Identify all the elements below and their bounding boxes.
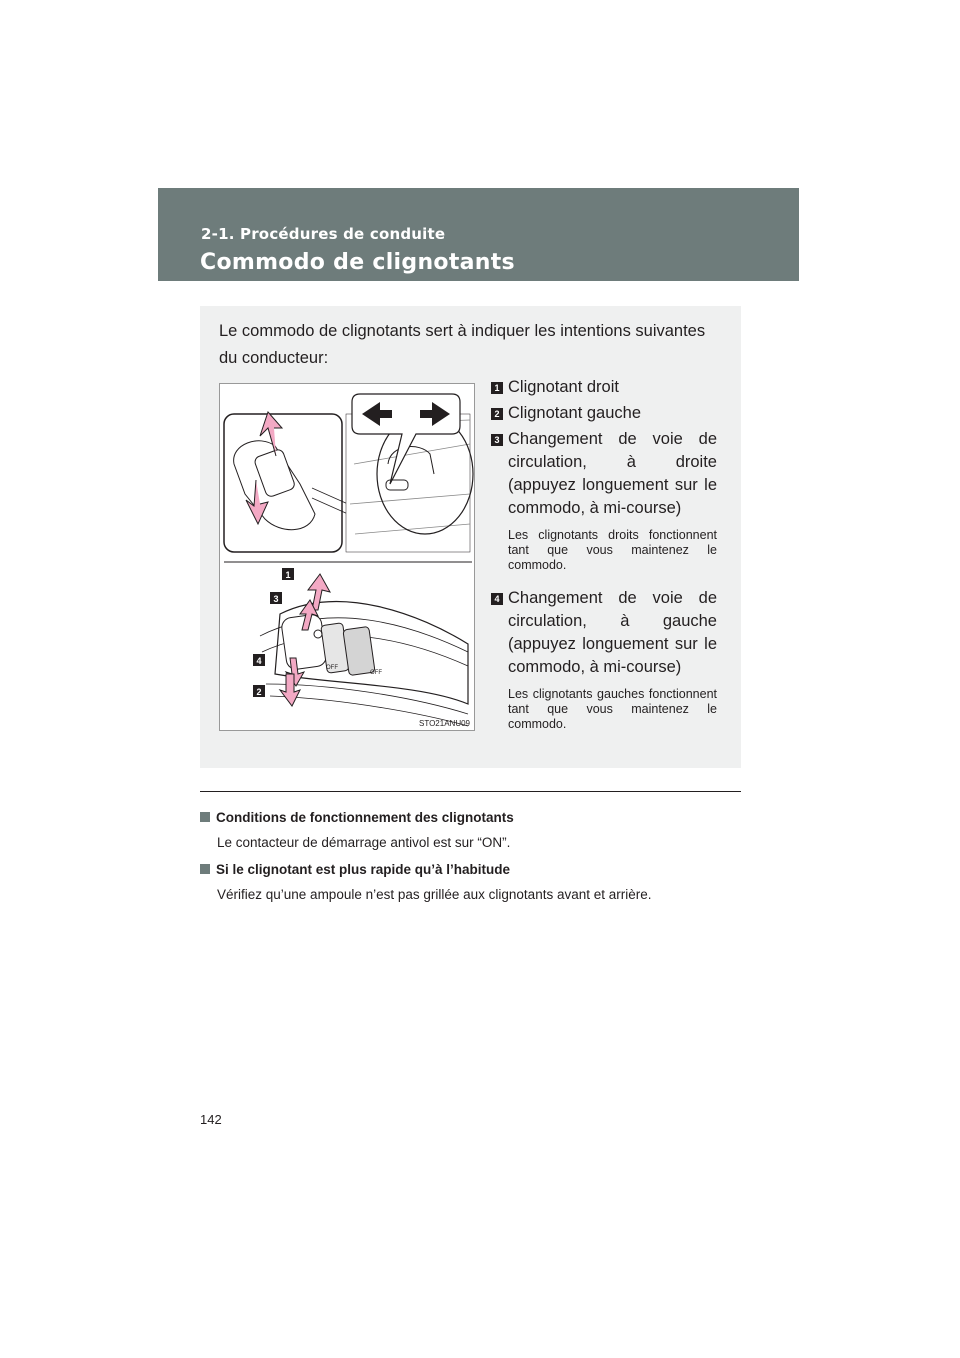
page-number: 142 [200,1112,222,1127]
lever-small [386,480,408,490]
condition-title: Conditions de fonctionnement des clignotants [200,809,760,827]
condition-block [200,809,760,852]
list-item [491,428,717,573]
switch-label: OFF [326,665,338,671]
condition-title: Si le clignotant est plus rapide qu’à l’habitude [200,861,760,879]
item-text: Clignotant droit [508,378,619,396]
condition-body: Le contacteur de démarrage antivol est sur “ON”. [217,835,511,850]
divider [200,791,741,792]
item-text: Changement de voie de circulation, à gauche (appuyez longuement sur le commodo, à mi-course) [508,589,717,676]
turn-signal-illustration [220,384,476,732]
condition-body: Vérifiez qu’une ampoule n’est pas grillée aux clignotants avant et arrière. [217,887,652,902]
intro-text: Le commodo de clignotants sert à indiquer les intentions suivantes du conducteur: [219,322,706,367]
item-note: Les clignotants gauches fonctionnent tant que vous maintenez le commodo. [508,687,717,731]
item-text: Changement de voie de circulation, à droite (appuyez longuement sur le commodo, à mi-course) [508,430,717,517]
figure-code: STO21ANU09 [419,719,470,728]
item-number: 1 [491,382,503,394]
item-text: Clignotant gauche [508,404,642,422]
list-item [491,402,717,425]
callout-3: 3 [273,594,279,604]
item-number: 4 [491,593,503,605]
callout-1: 1 [285,570,291,580]
item-number: 2 [491,408,503,420]
switch-label: OFF [370,670,382,676]
condition-block [200,861,760,904]
callout-2: 2 [256,687,262,697]
callout-4: 4 [256,656,262,666]
list-item [491,376,717,399]
item-note: Les clignotants droits fonctionnent tant que vous maintenez le commodo. [508,528,717,572]
item-number: 3 [491,434,503,446]
square-bullet-icon [200,864,210,874]
items-list [491,376,717,746]
list-item [491,587,717,732]
section-label: 2-1. Procédures de conduite [201,225,446,243]
square-bullet-icon [200,812,210,822]
turn-signal-figure [219,383,475,731]
page-title: Commodo de clignotants [200,250,515,275]
